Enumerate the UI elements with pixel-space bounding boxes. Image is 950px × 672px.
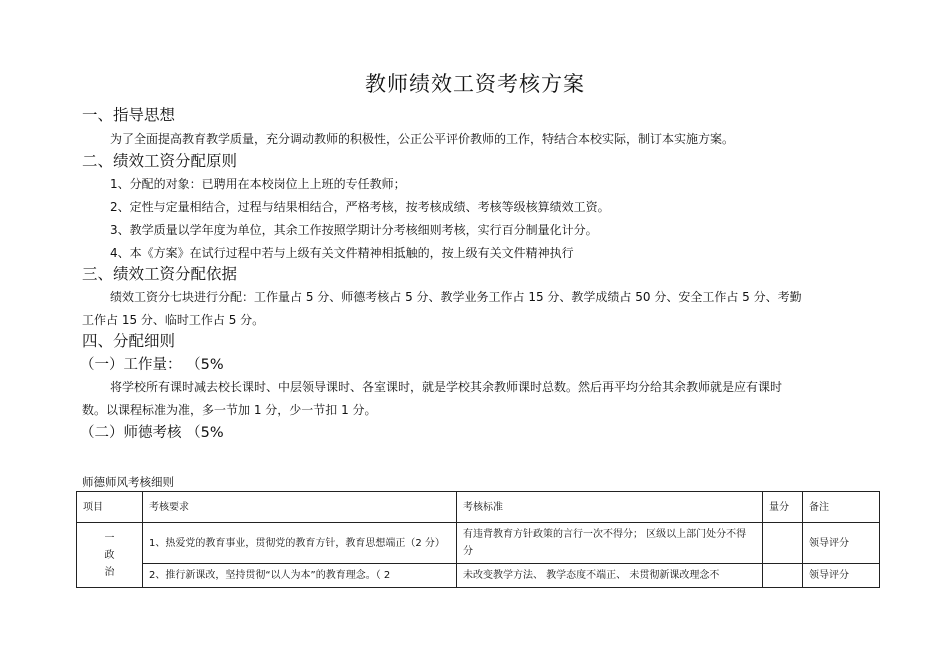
workload-text-line-1: 将学校所有课时减去校长课时、中层领导课时、各室课时，就是学校其余教师课时总数。然后再平均分给其余教师就是应有课时 [110,380,783,394]
header-score: 量分 [763,492,803,523]
principle-item-1: 1、分配的对象：已聘用在本校岗位上上班的专任教师； [110,177,406,191]
category-char: 一 [104,532,115,544]
standard-cell: 未改变教学方法、 教学态度不端正、 未贯彻新课改理念不 [457,564,763,588]
section-1-text: 为了全面提高教育教学质量，充分调动教师的积极性，公正公平评价教师的工作，特结合本校实际，制订本实施方案。 [110,132,735,146]
header-item: 项目 [77,492,143,523]
ethics-assessment-table [76,491,880,588]
principle-item-3: 3、教学质量以学年度为单位，其余工作按照学期计分考核细则考核，实行百分制量化计分。 [110,223,598,237]
section-heading-4: 四、分配细则 [82,332,176,350]
subsection-ethics: （二）师德考核 （5% [80,425,224,441]
table-caption: 师德师风考核细则 [82,475,174,489]
principle-item-4: 4、本《方案》在试行过程中若与上级有关文件精神相抵触的，按上级有关文件精神执行 [110,246,574,260]
section-heading-2: 二、绩效工资分配原则 [82,152,238,170]
score-cell [763,564,803,588]
section-3-line-2: 工作占 15 分、临时工作占 5 分。 [82,313,265,327]
category-char: 治 [104,566,115,578]
document-title: 教师绩效工资考核方案 [365,72,585,96]
category-char: 政 [104,549,115,561]
requirement-cell: 1、热爱党的教育事业，贯彻党的教育方针，教育思想端正（2 分） [143,523,457,564]
section-3-line-1: 绩效工资分七块进行分配：工作量占 5 分、师德考核占 5 分、教学业务工作占 15 分、教学成绩占 50 分、安全工作占 5 分、考勤 [110,290,802,304]
note-cell: 领导评分 [803,523,880,564]
requirement-cell: 2、推行新课改，坚持贯彻“以人为本”的教育理念。（ 2 [143,564,457,588]
section-heading-1: 一、指导思想 [82,106,176,124]
score-cell [763,523,803,564]
category-cell [77,523,143,588]
header-requirement: 考核要求 [143,492,457,523]
subsection-workload: （一）工作量： （5% [80,357,224,373]
table-row [77,564,880,588]
table-row [77,523,880,564]
header-standard: 考核标准 [457,492,763,523]
note-cell: 领导评分 [803,564,880,588]
workload-text-line-2: 数。以课程标准为准，多一节加 1 分，少一节扣 1 分。 [82,403,377,417]
principle-item-2: 2、定性与定量相结合，过程与结果相结合，严格考核，按考核成绩、考核等级核算绩效工资。 [110,200,610,214]
header-note: 备注 [803,492,880,523]
standard-cell: 有违背教育方针政策的言行一次不得分； 区级以上部门处分不得分 [457,523,763,564]
section-heading-3: 三、绩效工资分配依据 [82,265,238,283]
table-header-row [77,492,880,523]
